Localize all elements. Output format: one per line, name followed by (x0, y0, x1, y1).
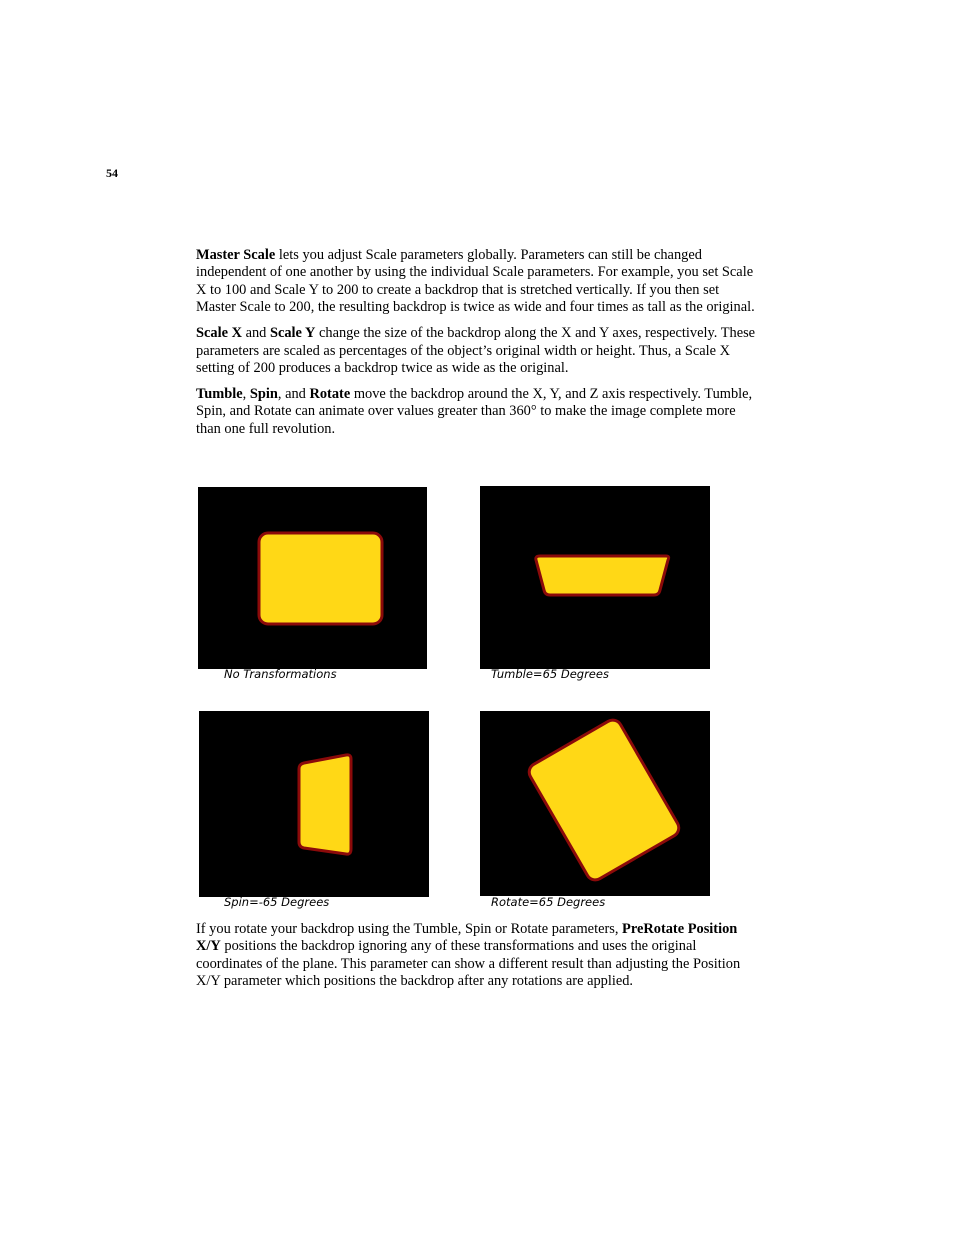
backdrop-shape (526, 717, 682, 883)
caption-tumble: Tumble=65 Degrees (491, 667, 609, 681)
term-spin: Spin (249, 385, 278, 402)
backdrop-shape (536, 556, 669, 595)
term-tumble: Tumble (196, 385, 243, 402)
figure-rotate (480, 711, 710, 896)
paragraph-text: move the backdrop around the X, Y, and Z axis respectively. Tumble, Spin, and Rotate can animate over values greater than 360° to make the image complete more than one full revolution. (196, 385, 753, 437)
caption-spin: Spin=-65 Degrees (224, 895, 330, 909)
paragraph-text: change the size of the backdrop along the X and Y axes, respectively. These parameters are scaled as percentages of the object’s original width or height. Thus, a Scale X setting of 200 produces a backdrop twice as wide as the original. (196, 325, 756, 376)
backdrop-image (198, 487, 427, 669)
paragraph-tumble-spin-rotate (196, 386, 758, 438)
paragraph-text: lets you adjust Scale parameters globally. Parameters can still be changed independent of one another by using the individual Scale parameters. For example, you set Scale X to 100 and Scale Y to 200 to create a backdrop that is stretched vertically. If you then set Master Scale to 200, the resulting backdrop is twice as wide and four times as tall as the original. (196, 247, 755, 316)
backdrop-shape (299, 755, 351, 854)
text-separator: , and (277, 385, 310, 402)
term-scale-x: Scale X (196, 325, 242, 342)
backdrop-image (480, 486, 710, 669)
backdrop-image (480, 711, 710, 896)
figure-tumble (480, 486, 710, 669)
figure-no-transformations (198, 487, 427, 669)
text-separator: , (242, 385, 250, 402)
paragraph-scale-xy (196, 325, 758, 377)
term-master-scale: Master Scale (196, 247, 276, 263)
text-joiner: and (241, 325, 270, 342)
paragraph-text: If you rotate your backdrop using the Tumble, Spin or Rotate parameters, (196, 921, 623, 937)
caption-no-transformations: No Transformations (224, 667, 337, 681)
intro-text (196, 247, 758, 447)
term-scale-y: Scale Y (269, 325, 316, 342)
page-number: 54 (106, 166, 118, 180)
paragraph-master-scale (196, 247, 758, 317)
figure-spin (199, 711, 429, 897)
backdrop-image (199, 711, 429, 897)
term-rotate: Rotate (309, 385, 351, 402)
backdrop-shape (259, 533, 382, 624)
outro-text (196, 921, 758, 999)
term-prerotate-position: PreRotate Position X/Y (196, 921, 738, 955)
caption-rotate: Rotate=65 Degrees (491, 895, 606, 909)
paragraph-prerotate (196, 921, 758, 991)
paragraph-text: positions the backdrop ignoring any of these transformations and uses the original coordinates of the plane. This parameter can show a different result than adjusting the Position X/Y parameter which positions the backdrop after any rotations are applied. (196, 938, 741, 990)
